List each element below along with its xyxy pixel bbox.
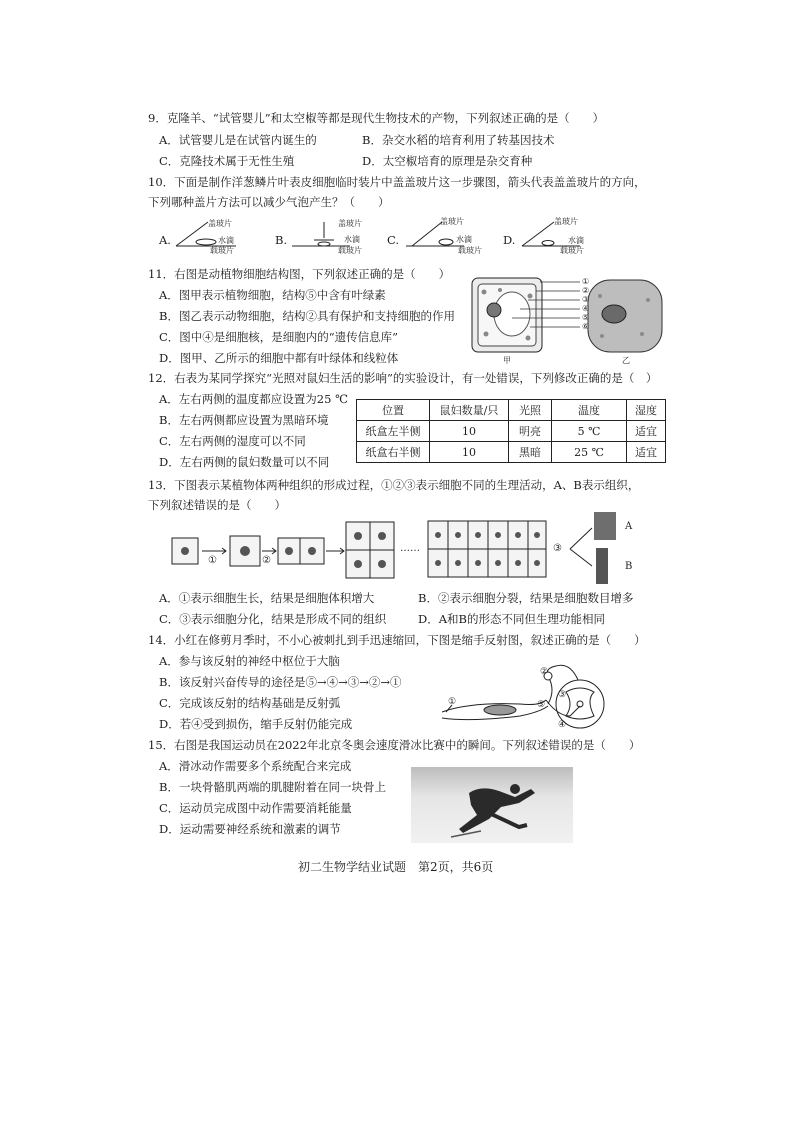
q15-option-c: C．运动员完成图中动作需要消耗能量 [159,801,352,815]
q14-stem: 14．小红在修剪月季时，不小心被刺扎到手迅速缩回，下图是缩手反射图，叙述正确的是（ ） [148,633,646,647]
q14-option-a: A．参与该反射的神经中枢位于大脑 [159,654,340,668]
q9-option-b: B．杂交水稻的培育利用了转基因技术 [362,133,555,147]
q11-option-b: B．图乙表示动物细胞，结构②具有保护和支持细胞的作用 [159,309,455,323]
table-cell: 25 ℃ [552,442,627,463]
q10-option-c: C. [387,233,400,247]
q10-b-cover-label: 盖玻片 [338,219,362,228]
q13-mark-2: ② [262,555,271,566]
q9-stem: 9．克隆羊、“试管婴儿”和太空椒等都是现代生物技术的产物，下列叙述正确的是（ ） [148,111,605,125]
q14-option-c: C．完成该反射的结构基础是反射弧 [159,696,341,710]
page-footer: 初二生物学结业试题 第2页，共6页 [298,860,494,874]
q10-d-cover-label: 盖玻片 [554,217,578,226]
q12-option-d: D．左右两侧的鼠妇数量可以不同 [159,455,330,469]
q11-option-a: A．图甲表示植物细胞，结构⑤中含有叶绿素 [159,288,386,302]
table-cell: 明亮 [509,421,552,442]
q11-num-4: ④ [582,304,590,313]
table-cell: 适宜 [627,442,666,463]
table-cell: 适宜 [627,421,666,442]
q11-num-1: ① [582,277,590,286]
q11-option-d: D．图甲、乙所示的细胞中都有叶绿体和线粒体 [159,351,399,365]
q9-option-c: C．克隆技术属于无性生殖 [159,154,295,168]
table-header-cell: 鼠妇数量/只 [430,400,509,421]
q13-option-d: D．A和B的形态不同但生理功能相同 [418,612,605,626]
table-header-cell: 光照 [509,400,552,421]
table-cell: 纸盒右半侧 [357,442,430,463]
q13-option-c: C．③表示细胞分化，结果是形成不同的组织 [159,612,387,626]
q10-option-d: D. [503,233,516,247]
speed-skater-photo [411,767,573,843]
q10-a-water-label: 水滴 [218,236,234,245]
q15-option-b: B．一块骨骼肌两端的肌腱附着在同一块骨上 [159,780,386,794]
q10-stem-line2: 下列哪种盖片方法可以减少气泡产生？（ ） [148,195,390,209]
q10-c-slide-label: 载玻片 [458,246,482,255]
q11-label-jia: 甲 [503,356,511,365]
table-cell: 10 [430,442,509,463]
q11-num-3: ③ [582,295,590,304]
q9-option-a: A．试管婴儿是在试管内诞生的 [159,133,317,147]
q15-option-a: A．滑冰动作需要多个系统配合来完成 [159,759,352,773]
q14-option-d: D．若④受到损伤，缩手反射仍能完成 [159,717,353,731]
q13-option-b: B．②表示细胞分裂，结果是细胞数目增多 [418,591,634,605]
table-header-cell: 湿度 [627,400,666,421]
q10-d-water-label: 水滴 [568,236,584,245]
q10-b-slide-label: 载玻片 [338,246,362,255]
q14-mark-4: ④ [558,720,567,730]
q13-stem-line1: 13．下图表示某植物体两种组织的形成过程，①②③表示细胞不同的生理活动，A、B表示组织， [148,478,640,492]
table-cell: 黑暗 [509,442,552,463]
q12-option-a: A．左右两侧的温度都应设置为25 ℃ [159,392,348,406]
q13-mark-3: ③ [553,543,562,554]
q13-ellipsis: …… [400,543,420,554]
q13-label-b: B [625,561,633,572]
q13-label-a: A [625,521,633,532]
q11-num-5: ⑤ [582,313,590,322]
q10-stem-line1: 10．下面是制作洋葱鳞片叶表皮细胞临时装片中盖盖玻片这一步骤图，箭头代表盖盖玻片的方向， [148,175,646,189]
q14-mark-1: ① [448,697,457,707]
q11-label-yi: 乙 [622,356,630,365]
q10-option-b: B. [275,233,288,247]
q11-stem: 11．右图是动植物细胞结构图，下列叙述正确的是（ ） [148,267,451,281]
q15-option-d: D．运动需要神经系统和激素的调节 [159,822,341,836]
q14-option-b: B．该反射兴奋传导的途径是⑤→④→③→②→① [159,675,402,689]
q10-a-slide-label: 载玻片 [210,246,234,255]
table-header-cell: 温度 [552,400,627,421]
q10-option-a: A. [159,233,171,247]
q11-num-2: ② [582,286,590,295]
q15-stem: 15．右图是我国运动员在2022年北京冬奥会速度滑冰比赛中的瞬间。下列叙述错误的是（ ） [148,738,641,752]
q14-mark-2: ② [540,667,549,677]
q11-num-6: ⑥ [582,322,590,331]
q9-option-d: D．太空椒培育的原理是杂交育种 [362,154,533,168]
q10-a-cover-label: 盖玻片 [208,219,232,228]
table-cell: 纸盒左半侧 [357,421,430,442]
table-cell: 10 [430,421,509,442]
q10-b-water-label: 水滴 [344,235,360,244]
q13-stem-line2: 下列叙述错误的是（ ） [148,498,286,512]
table-cell: 5 ℃ [552,421,627,442]
q12-option-b: B．左右两侧都应设置为黑暗环境 [159,413,329,427]
q10-c-water-label: 水滴 [456,235,472,244]
q14-mark-3: ③ [558,690,567,700]
q11-option-c: C．图中④是细胞核，是细胞内的“遗传信息库” [159,330,399,344]
q13-option-a: A．①表示细胞生长，结果是细胞体积增大 [159,591,375,605]
q14-mark-5: ⑤ [537,700,546,710]
q12-stem: 12．右表为某同学探究“光照对鼠妇生活的影响”的实验设计，有一处错误，下列修改正确的是（ ） [148,371,658,385]
q13-mark-1: ① [208,555,217,566]
q12-option-c: C．左右两侧的湿度可以不同 [159,434,306,448]
q10-c-cover-label: 盖玻片 [440,217,464,226]
q10-d-slide-label: 载玻片 [560,246,584,255]
table-header-cell: 位置 [357,400,430,421]
